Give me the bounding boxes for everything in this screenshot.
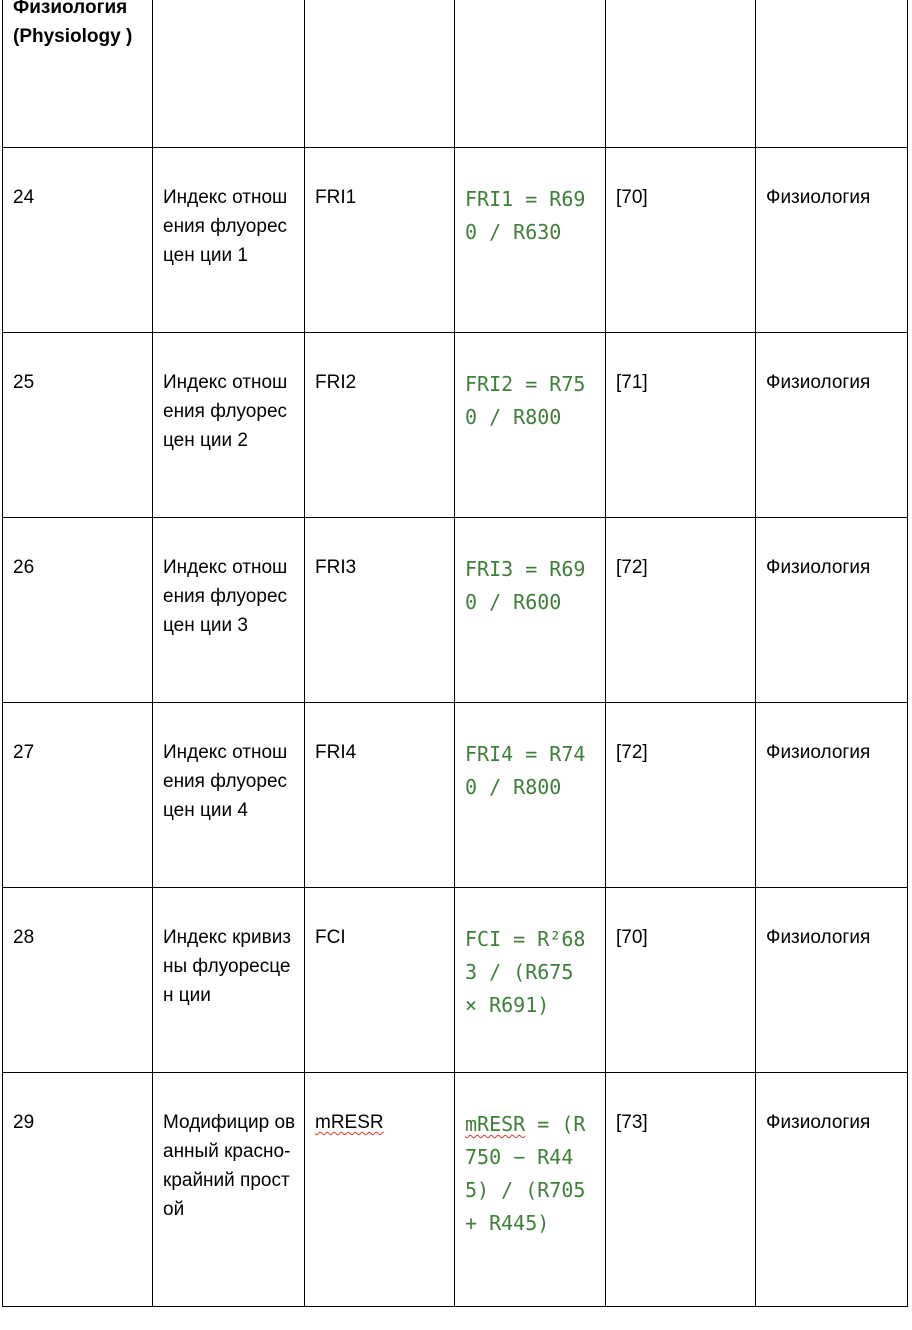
index-abbreviation: FCI (315, 927, 346, 948)
index-abbreviation: FRI3 (315, 557, 357, 578)
index-formula: FRI1 = R690 / R630 (465, 187, 586, 244)
reference: [72] (616, 557, 648, 578)
table-row-group-header (3, 0, 908, 148)
reference: [72] (616, 742, 648, 763)
reference: [70] (616, 927, 648, 948)
index-abbreviation: FRI2 (315, 372, 357, 393)
index-abbreviation: FRI4 (315, 742, 357, 763)
table-row (3, 1073, 908, 1307)
index-formula: FRI3 = R690 / R600 (465, 557, 586, 614)
reference: [70] (616, 187, 648, 208)
empty-cell (606, 0, 756, 148)
formula-abbreviation: mRESR (465, 1112, 526, 1136)
group-title: Физиология (Physiology ) (13, 0, 133, 47)
index-formula (455, 1073, 605, 1240)
table-row (3, 148, 908, 333)
row-number: 25 (13, 372, 35, 393)
index-name: Индекс отношения флуоресцен ции 4 (163, 742, 288, 821)
row-number: 26 (13, 557, 35, 578)
empty-cell (305, 0, 455, 148)
empty-cell (756, 0, 908, 148)
reference: [71] (616, 372, 648, 393)
table-row (3, 333, 908, 518)
empty-cell (153, 0, 305, 148)
row-number: 29 (13, 1112, 35, 1133)
category: Физиология (766, 557, 871, 578)
index-name: Модифицир ованный красно- крайний простой (163, 1112, 296, 1220)
index-name: Индекс кривизны флуоресцен ции (163, 927, 292, 1006)
index-abbreviation: FRI1 (315, 187, 357, 208)
category: Физиология (766, 372, 871, 393)
index-name: Индекс отношения флуоресцен ции 2 (163, 372, 288, 451)
category: Физиология (766, 742, 871, 763)
category: Физиология (766, 1112, 871, 1133)
reference: [73] (616, 1112, 648, 1133)
empty-cell (455, 0, 606, 148)
category: Физиология (766, 187, 871, 208)
row-number: 28 (13, 927, 35, 948)
index-abbreviation (305, 1073, 454, 1137)
index-abbreviation-text: mRESR (315, 1112, 384, 1133)
group-title-cell (3, 0, 153, 148)
table-row (3, 888, 908, 1073)
index-formula: FRI4 = R740 / R800 (465, 742, 586, 799)
row-number: 27 (13, 742, 35, 763)
index-name: Индекс отношения флуоресцен ции 1 (163, 187, 288, 266)
index-formula: FRI2 = R750 / R800 (465, 372, 586, 429)
index-table (2, 0, 908, 1307)
index-name: Индекс отношения флуоресцен ции 3 (163, 557, 288, 636)
category: Физиология (766, 927, 871, 948)
table-row (3, 518, 908, 703)
table-row (3, 703, 908, 888)
row-number: 24 (13, 187, 35, 208)
formula-expression: = (R750 − R445) / (R705 + R445) (465, 1112, 598, 1235)
index-formula: FCI = R²683 / (R675 × R691) (465, 927, 586, 1017)
